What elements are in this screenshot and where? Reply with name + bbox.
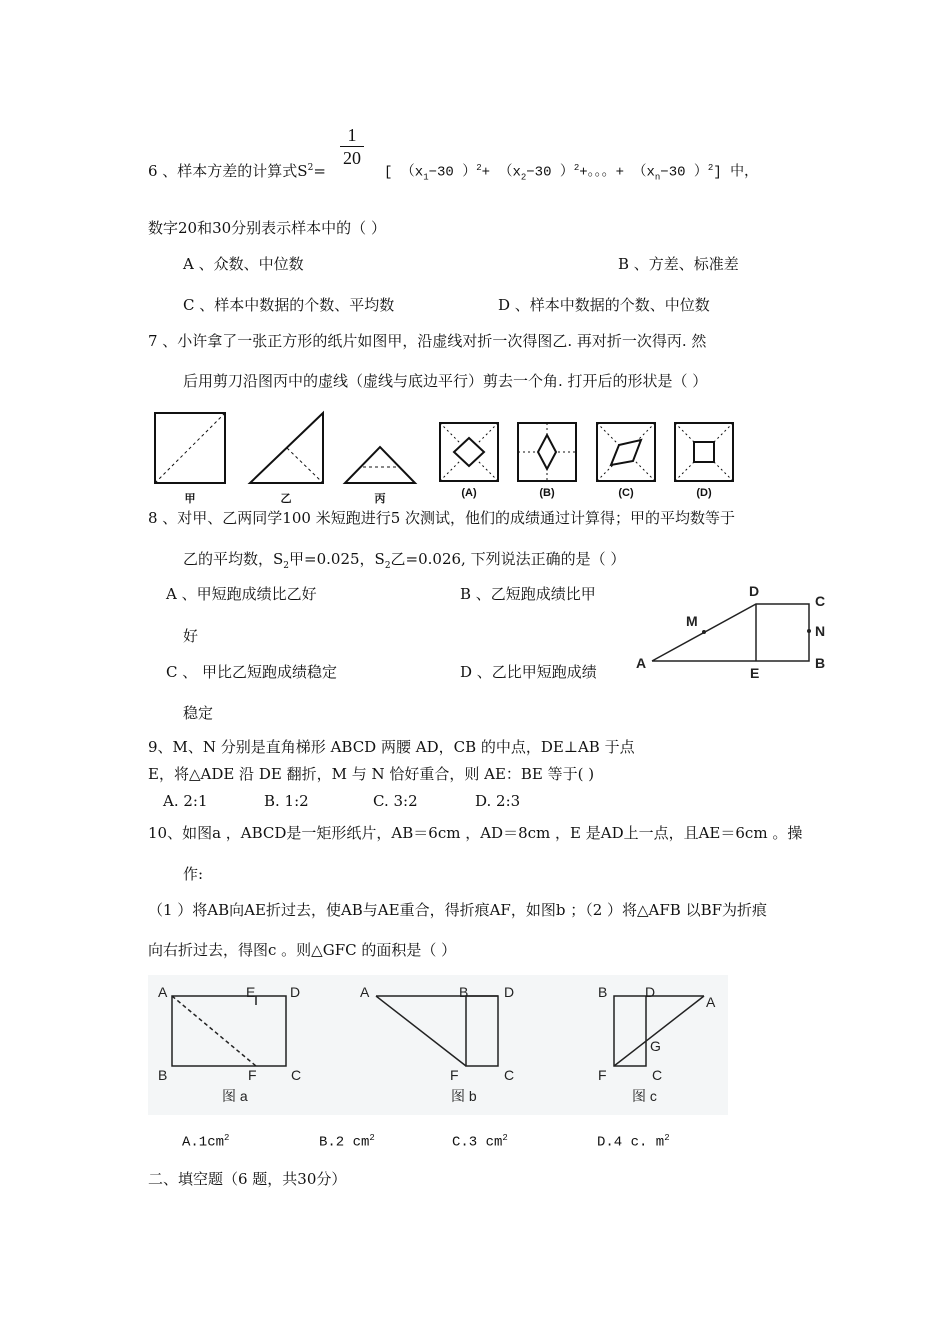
q6-formula: [384, 158, 758, 187]
option-a-figure: [440, 423, 498, 481]
q10-option-a: [182, 1128, 229, 1153]
fig-c-caption: 图 c: [632, 1088, 657, 1104]
formula-part: +。。。+ （x: [579, 164, 655, 181]
fig-c-label-a: A: [706, 994, 716, 1010]
q6-option-a: A 、众数、中位数: [183, 255, 304, 273]
formula-sub: n: [654, 172, 661, 183]
q10-option-a-sup: 2: [224, 1133, 230, 1143]
q8-option-d: D 、乙比甲短跑成绩: [460, 663, 597, 681]
fig-a-label-c: C: [291, 1067, 302, 1083]
formula-sup: 2: [707, 163, 714, 173]
q10-line4: 向右折过去，得图c 。则△GFC 的面积是（ ）: [148, 941, 457, 959]
fig-b-label-b: B: [459, 984, 469, 1000]
option-b-figure: [518, 423, 576, 481]
q8-sub: 2: [384, 561, 391, 571]
point-c-label: C: [815, 593, 826, 609]
q10-option-d: [597, 1128, 670, 1153]
formula-part: ] 中，: [713, 164, 759, 181]
formula-sub: 2: [520, 172, 527, 183]
fraction-denominator: 20: [343, 148, 361, 168]
q6-line2: 数字20和30分别表示样本中的（ ）: [148, 219, 386, 237]
q8-option-c: C 、 甲比乙短跑成绩稳定: [166, 663, 338, 681]
fig-c-label-d: D: [645, 984, 656, 1000]
q8-text: 乙的平均数，S: [183, 550, 284, 568]
q10-line1: 10、如图a ，ABCD是一矩形纸片，AB＝6cm ，AD＝8cm ，E 是AD上一点，且AE＝6cm 。操: [148, 824, 803, 842]
rectangle-folding-figure: [148, 975, 728, 1115]
q10-line3: （1 ）将AB向AE折过去，使AB与AE重合，得折痕AF，如图b ；（2 ）将△AFB 以BF为折痕: [148, 901, 768, 919]
paper-folding-figure: [145, 405, 745, 505]
point-a-label: A: [636, 655, 647, 671]
q10-option-c-text: C.3 cm: [452, 1134, 503, 1151]
fig-c-label-f: F: [598, 1067, 607, 1083]
fig-b-label-a: A: [360, 984, 370, 1000]
q8-line2: [183, 549, 625, 576]
q6-s-squared: 2: [307, 163, 314, 173]
q10-option-c-sup: 2: [502, 1133, 508, 1143]
q10-line2: 作:: [183, 865, 204, 883]
label-option-c: (C): [618, 487, 634, 499]
formula-part: −30 ）: [428, 164, 477, 181]
section-2-heading: 二、填空题（6 题，共30分）: [148, 1170, 347, 1188]
fig-c-label-g: G: [650, 1038, 661, 1054]
formula-sup: 2: [573, 163, 580, 173]
fig-b-label-f: F: [450, 1067, 459, 1083]
label-option-a: (A): [461, 487, 477, 499]
q6-option-c: C 、样本中数据的个数、平均数: [183, 296, 395, 314]
point-b-label: B: [815, 655, 826, 671]
point-n-label: N: [815, 623, 826, 639]
formula-part: [ （x: [384, 164, 424, 181]
point-m-label: M: [686, 613, 698, 629]
q10-option-d-sup: 2: [664, 1133, 670, 1143]
fig-b-label-c: C: [504, 1067, 515, 1083]
label-yi: 乙: [280, 493, 292, 505]
q10-option-a-text: A.1cm: [182, 1134, 225, 1151]
formula-sup: 2: [476, 163, 482, 173]
q10-option-b: [319, 1128, 375, 1153]
q8-option-b-cont: 好: [183, 627, 199, 645]
q10-option-b-sup: 2: [369, 1133, 375, 1143]
fig-a-label-f: F: [248, 1067, 257, 1083]
q10-option-b-text: B.2 cm: [319, 1134, 370, 1151]
formula-part: −30 ）: [526, 164, 574, 181]
label-jia: 甲: [184, 493, 196, 505]
formula-part: + （x: [481, 164, 521, 181]
q6-line1-lead: [148, 158, 326, 181]
fig-a-label-e: E: [246, 984, 256, 1000]
q8-option-d-cont: 稳定: [183, 704, 214, 722]
q9-option-d: D. 2:3: [475, 792, 521, 810]
q9-option-c: C. 3:2: [373, 792, 418, 810]
q6-equals: =: [313, 162, 326, 180]
option-c-figure: [597, 423, 655, 481]
q8-line1: 8 、对甲、乙两同学100 米短跑进行5 次测试，他们的成绩通过计算得；甲的平均数等于: [148, 509, 736, 527]
q7-line2: 后用剪刀沿图丙中的虚线（虚线与底边平行）剪去一个角. 打开后的形状是（ ）: [183, 372, 708, 390]
fig-b-caption: 图 b: [451, 1088, 477, 1104]
trapezoid-figure: [628, 580, 838, 680]
fig-a-label-a: A: [158, 984, 168, 1000]
point-e-label: E: [750, 665, 760, 680]
fig-a-label-b: B: [158, 1067, 168, 1083]
point-d-label: D: [749, 583, 760, 599]
q8-text: 乙=0.026, 下列说法正确的是（ ）: [390, 550, 626, 568]
q9-option-a: A. 2:1: [163, 792, 208, 810]
q8-option-a: A 、甲短跑成绩比乙好: [166, 585, 317, 603]
fig-c-label-b: B: [598, 984, 608, 1000]
label-bing: 丙: [374, 493, 386, 505]
q9-line2: E，将△ADE 沿 DE 翻折，M 与 N 恰好重合，则 AE：BE 等于( ): [148, 765, 595, 783]
fig-c-label-c: C: [652, 1067, 663, 1083]
fraction-1-over-20: [339, 124, 365, 169]
figure-bing: [345, 447, 415, 483]
fig-a-label-d: D: [290, 984, 301, 1000]
figure-yi: [250, 413, 323, 483]
option-d-figure: [675, 423, 733, 481]
q6-prefix: 6 、样本方差的计算式S: [148, 162, 308, 180]
formula-sub: 1: [423, 172, 429, 183]
q6-option-b: B 、方差、标准差: [618, 255, 739, 273]
q8-text: 甲=0.025，S: [289, 550, 385, 568]
q9-option-b: B. 1:2: [264, 792, 309, 810]
figure-jia: [155, 413, 225, 483]
formula-part: −30 ）: [660, 164, 708, 181]
q10-option-d-text: D.4 c. m: [597, 1134, 665, 1151]
q6-option-d: D 、样本中数据的个数、中位数: [498, 296, 710, 314]
q7-line1: 7 、小许拿了一张正方形的纸片如图甲，沿虚线对折一次得图乙. 再对折一次得丙. 然: [148, 332, 707, 350]
fraction-numerator: 1: [347, 125, 357, 145]
label-option-d: (D): [696, 487, 712, 499]
fig-b-label-d: D: [504, 984, 515, 1000]
q8-sub: 2: [283, 561, 290, 571]
q10-option-c: [452, 1128, 508, 1153]
q8-option-b: B 、乙短跑成绩比甲: [460, 585, 596, 603]
fig-a-caption: 图 a: [222, 1088, 248, 1104]
label-option-b: (B): [539, 487, 555, 499]
q9-line1: 9、M、N 分别是直角梯形 ABCD 两腰 AD，CB 的中点，DE⊥AB 于点: [148, 738, 635, 756]
